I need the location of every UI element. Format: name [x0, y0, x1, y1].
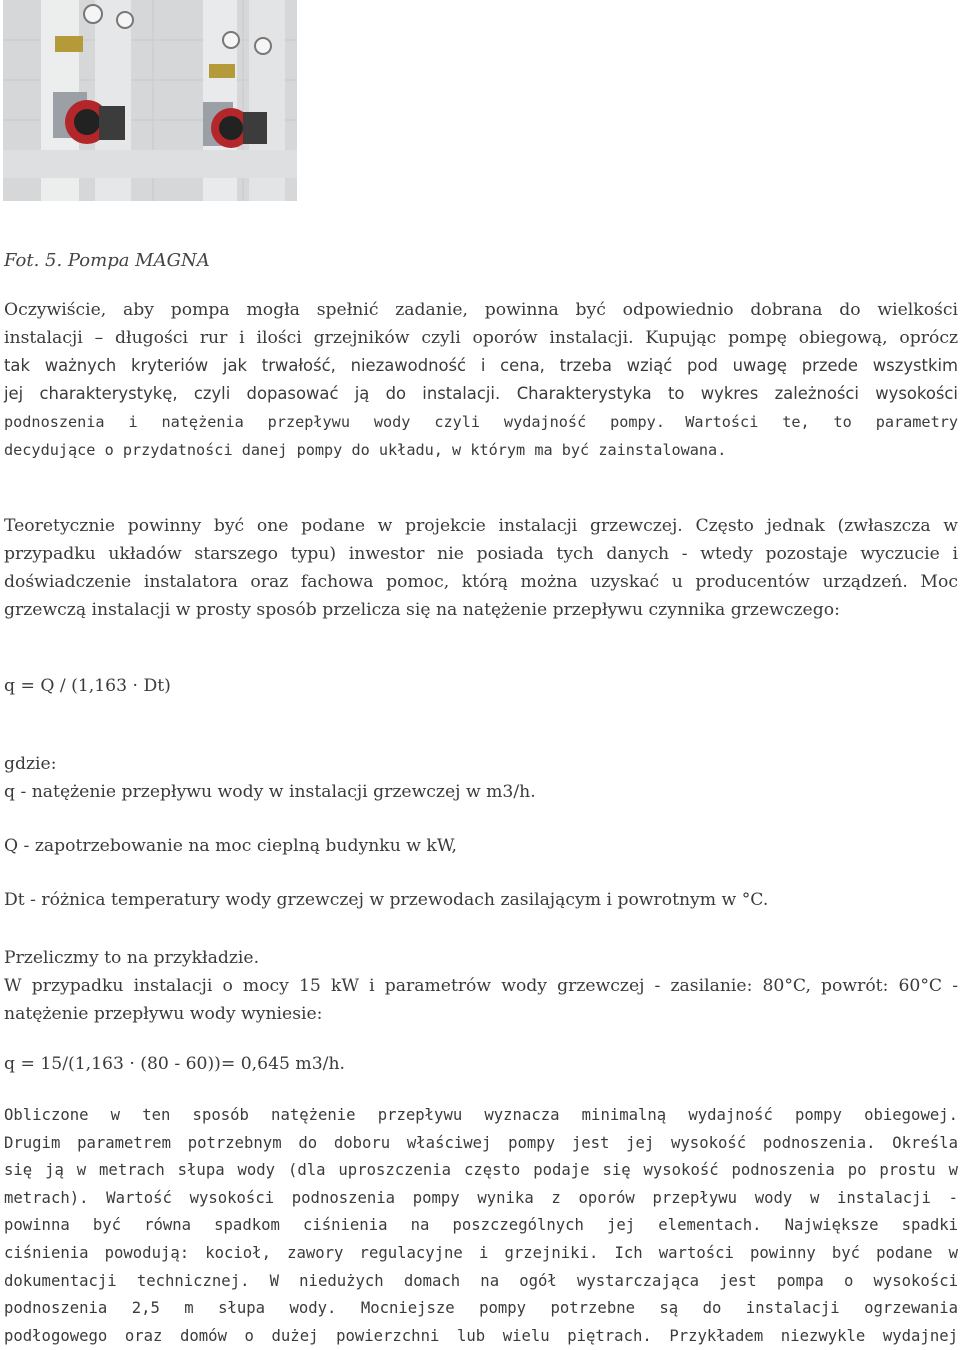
- text-fragment: Charakterystyka to wykres zależności wysokości: [516, 384, 958, 403]
- text-line: Obliczone w ten sposób natężenie przepływu wyznacza minimalną wydajność pompy obiegowej.: [4, 1106, 958, 1124]
- text-line: Drugim parametrem potrzebnym do doboru właściwej pompy jest jej wysokość podnoszenia. Określa: [4, 1133, 958, 1152]
- text-fragment: Często jednak (zwłaszcza w: [695, 516, 959, 536]
- text-line: ciśnienia powodują: kocioł, zawory regulacyjne i grzejniki. Ich wartości powinny być podane w: [4, 1243, 958, 1262]
- text-line: tak ważnych kryteriów jak trwałość, niezawodność i cena, trzeba wziąć pod uwagę przede wszystkim: [4, 356, 958, 375]
- text-line: natężenie przepływu wody wyniesie:: [4, 1004, 323, 1024]
- text-line-mixed: [4, 512, 958, 540]
- text-line: Przeliczmy to na przykładzie.: [4, 948, 260, 968]
- photo-caption: Fot. 5. Pompa MAGNA: [4, 250, 210, 271]
- text-fragment: Teoretycznie powinny być one podane w projekcie instalacji grzewczej.: [4, 516, 683, 536]
- definition-Q: Q - zapotrzebowanie na moc cieplną budynku w kW,: [4, 836, 457, 856]
- text-line: się ją w metrach słupa wody (dla uproszczenia często podaje się wysokość podnoszenia po prostu w: [4, 1161, 958, 1180]
- text-line: powinna być równa spadkom ciśnienia na poszczególnych jej elementach. Największe spadki: [4, 1216, 958, 1235]
- text-fragment: doświadczenie instalatora oraz fachowa pomoc, którą można uzyskać u producentów urządzeń.: [4, 572, 908, 592]
- text-line-mixed: [4, 568, 958, 596]
- text-line: instalacji – długości rur i ilości grzejników czyli oporów instalacji. Kupując pompę obiegową, oprócz: [4, 328, 958, 348]
- pump-photo: [3, 0, 297, 201]
- example-block: [4, 944, 958, 1028]
- text-line: metrach). Wartość wysokości podnoszenia pompy wynika z oporów przepływu wody w instalacji -: [4, 1188, 958, 1207]
- text-line: dokumentacji technicznej. W niedużych domach na ogół wystarczająca jest pompa o wysokości: [4, 1271, 958, 1290]
- text-line: Oczywiście, aby pompa mogła spełnić zadanie, powinna być odpowiednio dobrana do wielkości: [4, 300, 958, 320]
- paragraph-head: [4, 1102, 958, 1350]
- text-fragment: Wartości te, to parametry: [685, 413, 959, 431]
- paragraph-theory: [4, 512, 958, 624]
- text-line: grzewczą instalacji w prosty sposób przelicza się na natężenie przepływu czynnika grzewczego:: [4, 600, 840, 620]
- text-fragment: Moc: [920, 572, 958, 592]
- text-line: W przypadku instalacji o mocy 15 kW i parametrów wody grzewczej - zasilanie: 80°C, powrót: 60°C -: [4, 976, 958, 996]
- where-label: gdzie:: [4, 754, 57, 774]
- definition-Dt: Dt - różnica temperatury wody grzewczej w przewodach zasilającym i powrotnym w °C.: [4, 890, 769, 910]
- text-line-mixed: [4, 380, 958, 408]
- text-line: podłogowego oraz domów o dużej powierzchni lub wielu piętrach. Przykładem niezwykle wydajnej: [4, 1326, 958, 1345]
- paragraph-intro: [4, 296, 958, 464]
- formula: q = Q / (1,163 · Dt): [4, 676, 171, 696]
- text-line: przypadku układów starszego typu) inwestor nie posiada tych danych - wtedy pozostaje wyczucie i: [4, 544, 958, 564]
- text-fragment: jej charakterystykę, czyli dopasować ją do instalacji.: [4, 384, 501, 403]
- text-line: podnoszenia 2,5 m słupa wody. Mocniejsze pompy potrzebne są do instalacji ogrzewania: [4, 1299, 958, 1318]
- text-fragment: podnoszenia i natężenia przepływu wody czyli wydajność pompy.: [4, 413, 665, 431]
- pump-illustration: [3, 0, 297, 201]
- definition-q: q - natężenie przepływu wody w instalacji grzewczej w m3/h.: [4, 782, 536, 802]
- result-formula: q = 15/(1,163 · (80 - 60))= 0,645 m3/h.: [4, 1054, 345, 1074]
- text-line-mixed: [4, 408, 958, 436]
- text-line: decydujące o przydatności danej pompy do układu, w którym ma być zainstalowana.: [4, 441, 727, 459]
